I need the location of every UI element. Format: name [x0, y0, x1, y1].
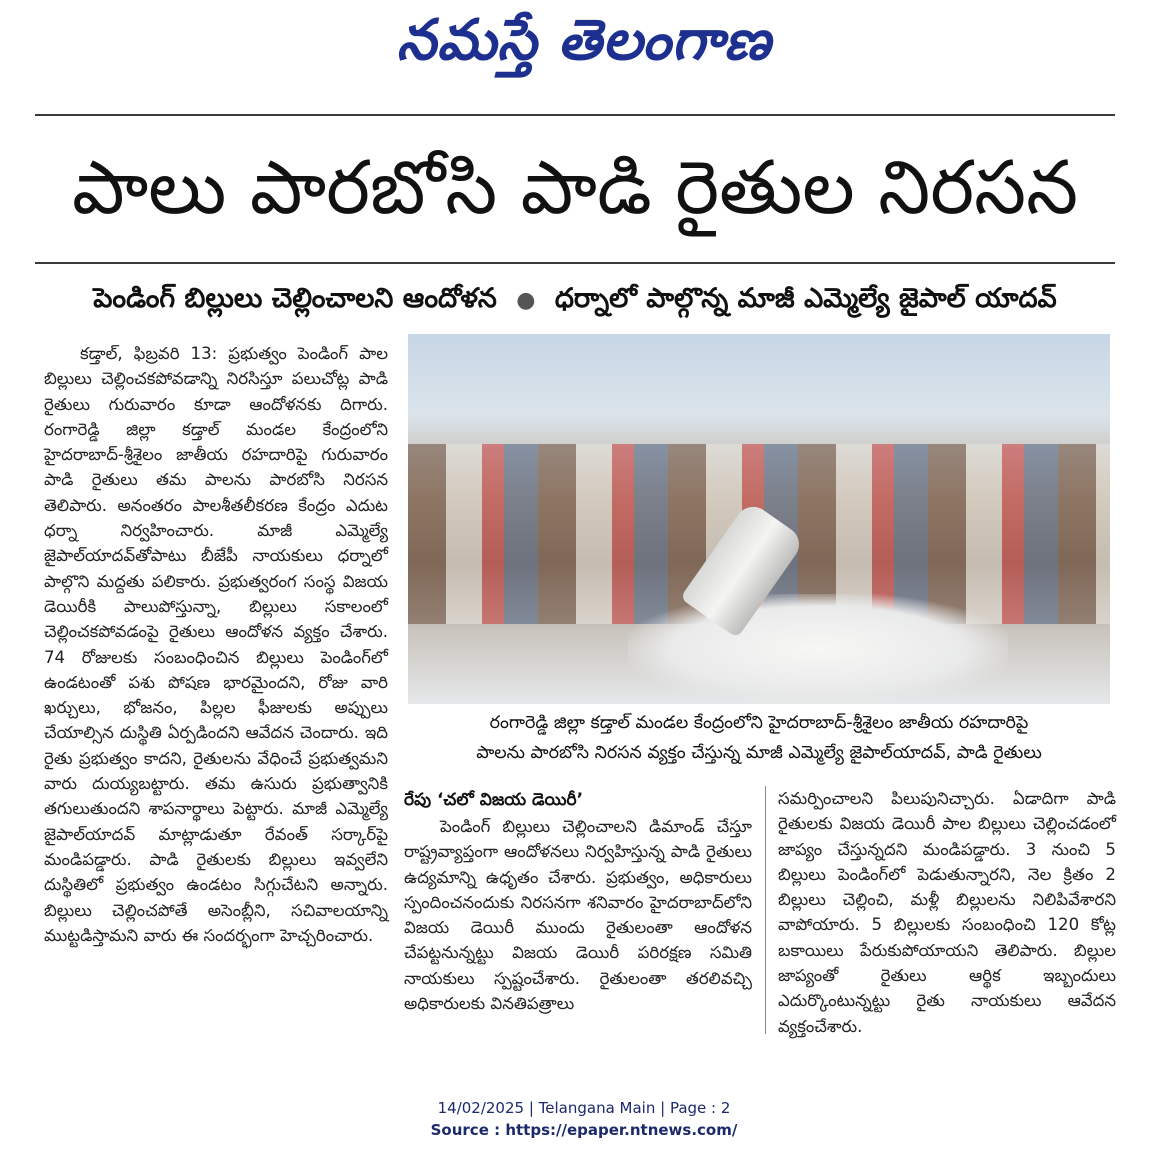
subhead-left: పెండింగ్ బిల్లులు చెల్లించాలని ఆందోళన — [93, 283, 497, 314]
subhead-bullet: ● — [516, 288, 536, 313]
subhead — [35, 276, 1115, 322]
photo-caption-line2: పాలను పారబోసి నిరసన వ్యక్తం చేస్తున్న మాజీ ఎమ్మెల్యే జైపాల్‌యాదవ్, పాడి రైతులు — [476, 743, 1042, 763]
article-body-left — [44, 341, 388, 1041]
news-photo — [408, 334, 1110, 704]
sub-story-paragraph: పెండింగ్ బిల్లులు చెల్లించాలని డిమాండ్ చేస్తూ రాష్ట్రవ్యాప్తంగా ఆందోళనలు నిర్వహిస్తున్న పాడి రైతులు ఉద్యమాన్ని ఉధృతం చేశారు. ప్రభుత్వం, అధికారులు స్పందించనందుకు నిరసనగా శనివారం హైదరాబాద్‌లోని విజయ డెయిరీ ముందు రైతులంతా ఆందోళన చేపట్టనున్నట్టు విజయ డెయిరీ పరిరక్షణ సమితి నాయకులు స్పష్టంచేశారు. రైతులంతా తరలివచ్చి అధికారులకు వినతిపత్రాలు — [404, 817, 752, 1014]
article-body-mid — [404, 814, 752, 1036]
subhead-right: ధర్నాలో పాల్గొన్న మాజీ ఎమ్మెల్యే జైపాల్ యాదవ్ — [554, 283, 1057, 314]
sub-story-paragraph-continued: సమర్పించాలని పిలుపునిచ్చారు. ఏడాదిగా పాడి రైతులకు విజయ డెయిరీ పాల బిల్లులు చెల్లించడంలో జాప్యం చేస్తున్నదని మండిపడ్డారు. 3 నుంచి 5 బిల్లులు పెండింగ్‌లో పెడుతున్నారని, నెల క్రితం 2 బిల్లులు చెల్లించి, మళ్లీ బిల్లులను నిలిపివేశారని వాపోయారు. 5 బిల్లులకు సంబంధించి 120 కోట్ల బకాయిలు పేరుకుపోయాయని తెలిపారు. బిల్లుల జాప్యంతో రైతులు ఆర్థిక ఇబ్బందులు ఎదుర్కొంటున్నట్టు రైతు నాయకులు ఆవేదన వ్యక్తంచేశారు. — [778, 789, 1116, 1036]
column-divider — [765, 786, 766, 1034]
footer-date-edition: 14/02/2025 | Telangana Main | Page : 2 — [437, 1099, 731, 1117]
article-paragraph: కడ్తాల్, ఫిబ్రవరి 13: ప్రభుత్వం పెండింగ్ పాల బిల్లులు చెల్లించకపోవడాన్ని నిరసిస్తూ పలుచోట్ల పాడి రైతులు గురువారం కూడా ఆందోళనకు దిగారు. రంగారెడ్డి జిల్లా కడ్తాల్ మండల కేంద్రంలోని హైదరాబాద్-శ్రీశైలం జాతీయ రహదారిపై గురువారం పాడి రైతులు తమ పాలను పారబోసి నిరసన తెలిపారు. అనంతరం పాలశీతలీకరణ కేంద్రం ఎదుట ధర్నా నిర్వహించారు. మాజీ ఎమ్మెల్యే జైపాల్‌యాదవ్‌తోపాటు బీజేపీ నాయకులు ధర్నాలో పాల్గొని మద్దతు పలికారు. ప్రభుత్వరంగ సంస్థ విజయ డెయిరీకి పాలుపోస్తున్నా, బిల్లులు సకాలంలో చెల్లించకపోవడంపై రైతులు ఆందోళన వ్యక్తం చేశారు. 74 రోజులకు సంబంధించిన బిల్లులు పెండింగ్‌లో ఉండటంతో పశు పోషణ భారమైందని, రోజు వారి ఖర్చులు, భోజనం, పిల్లల ఫీజులకు అప్పులు చేయాల్సిన దుస్థితి ఏర్పడిందని ఆవేదన చెందారు. ఇది రైతు ప్రభుత్వం కాదని, రైతులను వేధించే ప్రభుత్వమని వారు దుయ్యబట్టారు. తమ ఉసురు ప్రభుత్వానికి తగులుతుందని శాపనార్థాలు పెట్టారు. మాజీ ఎమ్మెల్యే జైపాల్‌యాదవ్ మాట్లాడుతూ రేవంత్ సర్కార్‌పై మండిపడ్డారు. పాడి రైతులకు బిల్లులు ఇవ్వలేని దుస్థితిలో ప్రభుత్వం ఉండటం సిగ్గుచేటని అన్నారు. బిల్లులు చెల్లించపోతే అసెంబ్లీని, సచివాలయాన్ని ముట్టడిస్తామని వారు ఈ సందర్భంగా హెచ్చరించారు. — [44, 344, 388, 945]
top-rule — [35, 114, 1115, 116]
article-body-right — [778, 786, 1116, 1036]
masthead — [0, 2, 1168, 80]
headline: పాలు పారబోసి పాడి రైతుల నిరసన — [71, 145, 1079, 231]
sub-story-title: రేపు ‘చలో విజయ డెయిరీ’ — [404, 790, 584, 810]
photo-milk-shape — [628, 594, 1008, 704]
headline-rule — [35, 262, 1115, 264]
photo-caption-line1: రంగారెడ్డి జిల్లా కడ్తాల్ మండల కేంద్రంలోని హైదరాబాద్-శ్రీశైలం జాతీయ రహదారిపై — [489, 713, 1029, 733]
masthead-title: నమస్తే తెలంగాణ — [396, 8, 772, 73]
footer-source: Source : https://epaper.ntnews.com/ — [430, 1121, 738, 1139]
